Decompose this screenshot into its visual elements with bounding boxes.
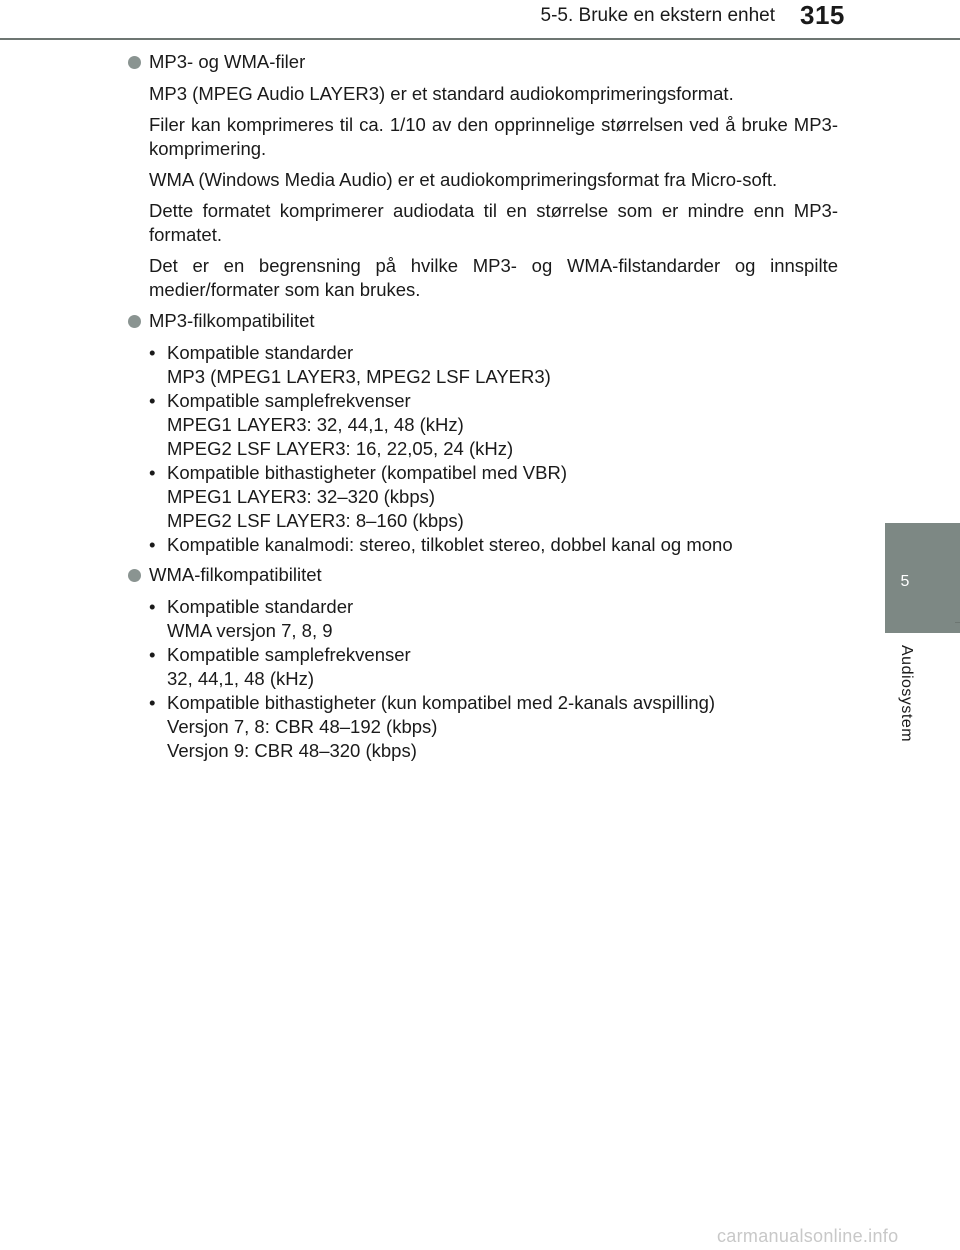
section-heading: MP3- og WMA-filer: [128, 50, 838, 74]
page-header: [0, 0, 960, 40]
chapter-number: 5: [900, 573, 910, 590]
list-item: • Kompatible standarder MP3 (MPEG1 LAYER3, MPEG2 LSF LAYER3): [149, 342, 551, 387]
section-heading: WMA-filkompatibilitet: [128, 563, 838, 587]
paragraph: WMA (Windows Media Audio) er et audiokomprimeringsformat fra Micro-soft.: [149, 169, 778, 190]
bullet-icon: •: [149, 342, 156, 363]
spec-list: [149, 595, 838, 763]
list-item: • Kompatible samplefrekvenser MPEG1 LAYER3: 32, 44,1, 48 (kHz) MPEG2 LSF LAYER3: 16, 22,05, 24 (kHz): [149, 390, 514, 459]
list-item: • Kompatible samplefrekvenser 32, 44,1, 48 (kHz): [149, 644, 411, 689]
bullet-icon: •: [149, 596, 156, 617]
watermark: carmanualsonline.info: [717, 1226, 899, 1246]
section-mp3-wma-files: [128, 50, 838, 302]
paragraph: Det er en begrensning på hvilke MP3- og WMA-filstandarder og innspilte medier/formater som kan brukes.: [149, 255, 838, 300]
paragraph: Dette formatet komprimerer audiodata til en størrelse som er mindre enn MP3-formatet.: [149, 200, 838, 245]
bullet-dot-icon: [128, 56, 141, 69]
section-heading: MP3-filkompatibilitet: [128, 309, 838, 333]
list-item: • Kompatible bithastigheter (kun kompatibel med 2-kanals avspilling) Versjon 7, 8: CBR 48–192 (kbps) Versjon 9: CBR 48–320 (kbps): [149, 692, 716, 761]
section-mp3-compatibility: [128, 309, 838, 557]
chapter-tab: [885, 523, 960, 633]
bullet-icon: •: [149, 644, 156, 665]
section-title: 5-5. Bruke en ekstern enhet: [540, 5, 775, 26]
bullet-icon: •: [149, 390, 156, 411]
header-divider: [0, 38, 960, 40]
spec-list: [149, 341, 838, 557]
paragraph: Filer kan komprimeres til ca. 1/10 av den opprinnelige størrelsen ved å bruke MP3-komprimering.: [149, 114, 838, 159]
list-item: • Kompatible kanalmodi: stereo, tilkoblet stereo, dobbel kanal og mono: [149, 534, 733, 555]
bullet-dot-icon: [128, 315, 141, 328]
bullet-icon: •: [149, 462, 156, 483]
chapter-title: Audiosystem: [898, 645, 915, 743]
section-wma-compatibility: [128, 563, 838, 763]
list-item: • Kompatible standarder WMA versjon 7, 8, 9: [149, 596, 354, 641]
list-item: • Kompatible bithastigheter (kompatibel med VBR) MPEG1 LAYER3: 32–320 (kbps) MPEG2 LSF LAYER3: 8–160 (kbps): [149, 462, 567, 531]
tab-tick: [955, 622, 960, 623]
paragraph: MP3 (MPEG Audio LAYER3) er et standard audiokomprimeringsformat.: [149, 83, 734, 104]
bullet-icon: •: [149, 534, 156, 555]
page-number: 315: [800, 0, 845, 30]
bullet-dot-icon: [128, 569, 141, 582]
page-content: [128, 50, 838, 769]
bullet-icon: •: [149, 692, 156, 713]
